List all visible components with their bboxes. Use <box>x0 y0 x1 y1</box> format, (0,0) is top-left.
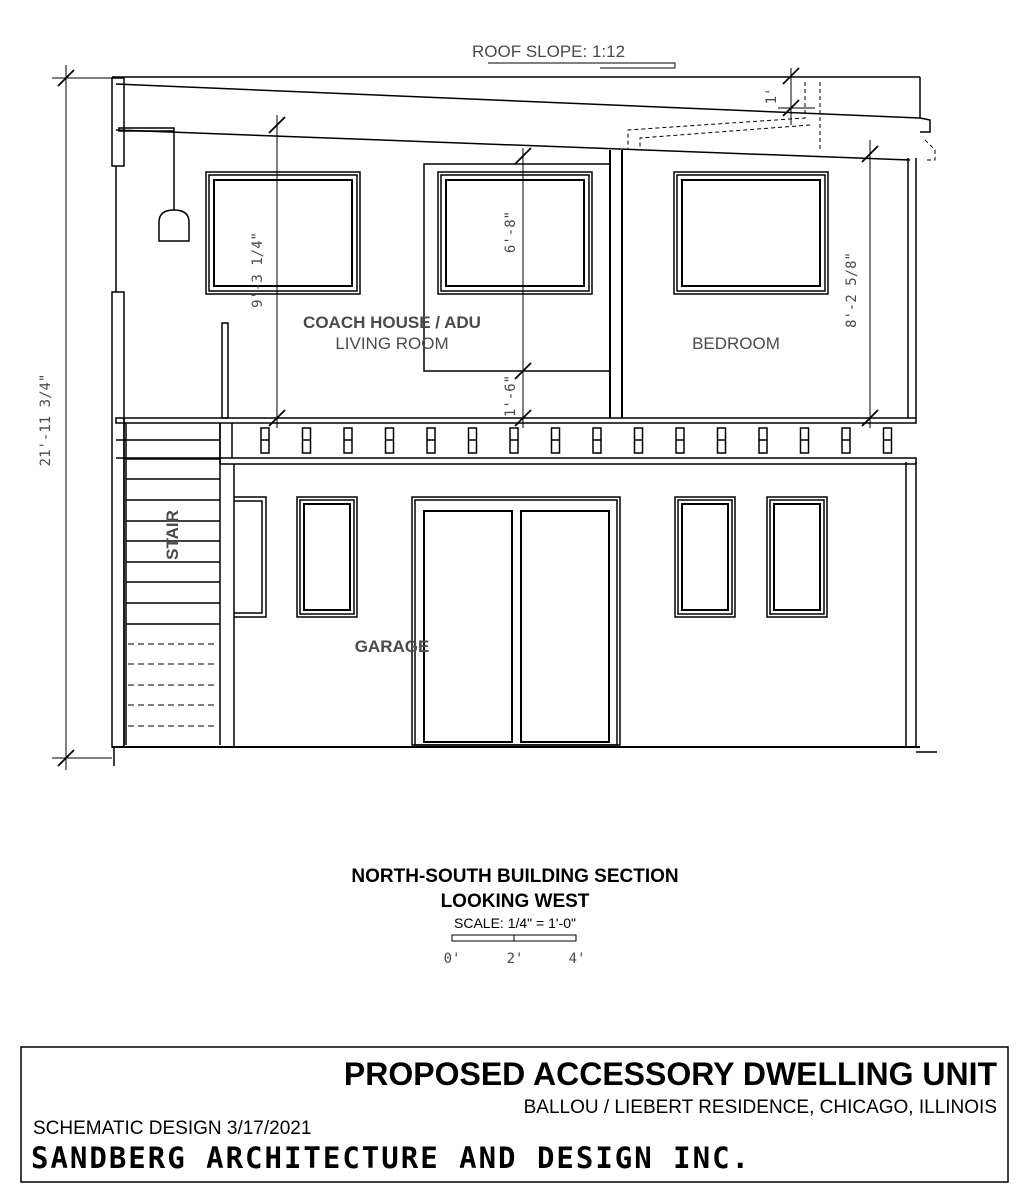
garage-window-1 <box>297 497 357 617</box>
client-name: BALLOU / LIEBERT RESIDENCE, CHICAGO, ILLINOIS <box>523 1097 997 1118</box>
left-wall <box>112 78 228 747</box>
project-title: PROPOSED ACCESSORY DWELLING UNIT <box>343 1056 997 1092</box>
floor-joists <box>261 428 892 453</box>
roof-rise-dim: 1' <box>764 87 780 105</box>
stair <box>126 423 234 747</box>
section-title: NORTH-SOUTH BUILDING SECTION <box>351 866 679 887</box>
scale-label-0: 0' <box>443 951 461 967</box>
phase-date: SCHEMATIC DESIGN 3/17/2021 <box>33 1118 312 1139</box>
roof-slope-label: ROOF SLOPE: 1:12 <box>472 42 626 61</box>
scale-label-2: 2' <box>506 951 524 967</box>
garage-label: GARAGE <box>354 637 430 656</box>
door-height-dim: 6'-8" <box>503 210 519 254</box>
center-window <box>424 164 610 371</box>
overall-height-dim: 21'-11 3/4" <box>38 373 54 467</box>
bedroom-height-dim: 8'-2 5/8" <box>844 252 860 328</box>
roof-slope-note <box>472 42 675 68</box>
scale-note: SCALE: 1/4" = 1'-0" <box>454 915 576 931</box>
garage-window-3 <box>767 497 827 617</box>
garage-patio-door <box>412 497 620 745</box>
garage-window-left-partial <box>234 497 266 617</box>
living-room-window <box>206 172 360 294</box>
sill-height-dim: 1'-6" <box>503 374 519 418</box>
right-wall <box>906 158 937 752</box>
stair-label: STAIR <box>163 510 182 560</box>
firm-name: SANDBERG ARCHITECTURE AND DESIGN INC. <box>31 1141 752 1175</box>
coach-house-label: COACH HOUSE / ADU <box>303 313 481 332</box>
scale-bar <box>452 935 576 941</box>
scale-label-4: 4' <box>568 951 586 967</box>
garage-window-2 <box>675 497 735 617</box>
bedroom-window <box>674 172 828 294</box>
bedroom-label: BEDROOM <box>692 334 780 353</box>
living-window-head-dim: 9'-3 1/4" <box>250 232 266 308</box>
section-subtitle: LOOKING WEST <box>440 891 590 912</box>
stair-treads-below <box>128 644 218 726</box>
roof-structure <box>112 77 935 160</box>
living-room-label: LIVING ROOM <box>335 334 449 353</box>
